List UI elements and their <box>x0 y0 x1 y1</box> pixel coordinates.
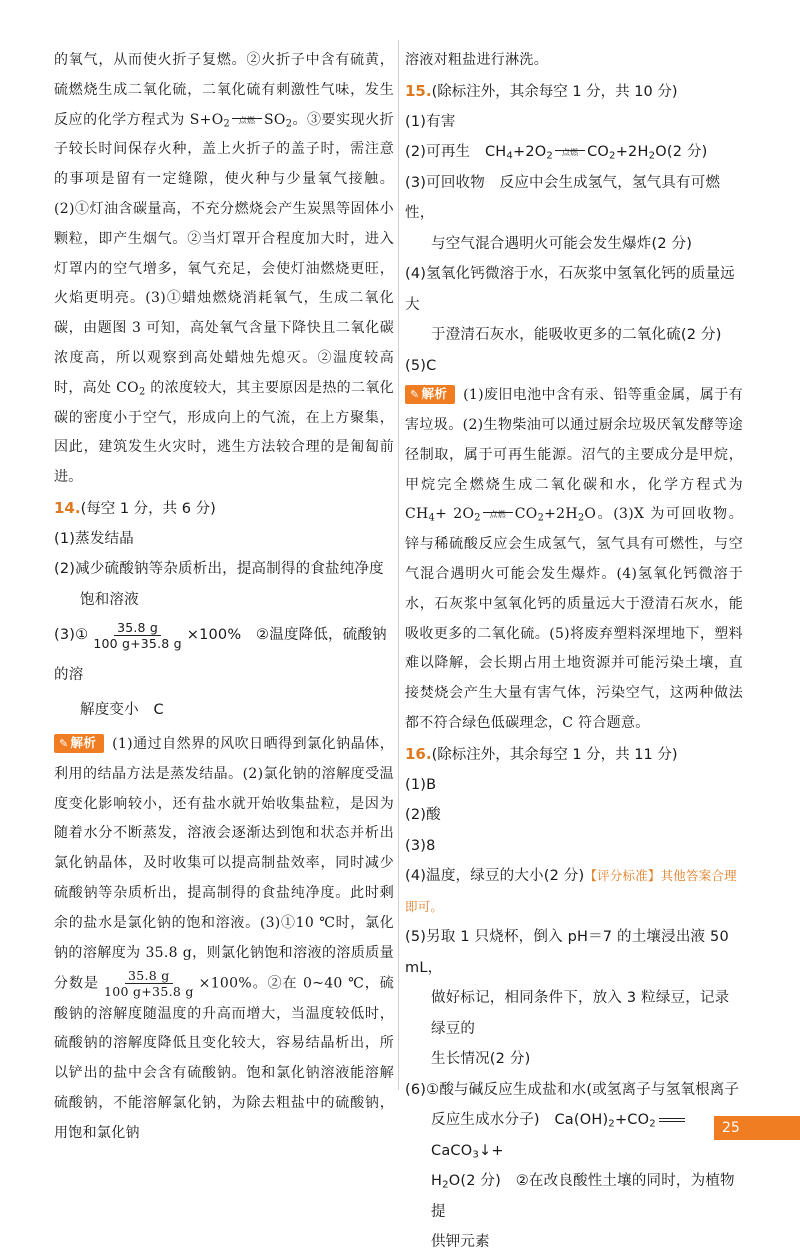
q13-explanation-continued: 的氧气，从而使火折子复燃。②火折子中含有硫黄，硫燃烧生成二氧化硫，二氧化硫有刺激性气味，发生反应的化学方程式为 $S+O_2$ 点燃 $SO_2$。③要实现火折子较长时间保存火种，盖上火折子的盖子时，需注意的事项是留有一定缝隙，使火种与少量氧气接触。(2)①灯油含碳量高，不充分燃烧会产生炭黑等固体小颗粒，即产生烟气。②当灯罩开合程度加大时，进入灯罩内的空气增多，氧气充足，会使灯油燃烧更旺，火焰更明亮。(3)①蜡烛燃烧消耗氧气，生成二氧化碳，由题图 3 可知，高处氧气含量下降快且二氧化碳浓度高，所以观察到高处蜡烛先熄灭。②温度较高时，高处 $CO_2$ 的浓度较大，其主要原因是热的二氧化碳的密度小于空气，形成向上的气流，在上方聚集，因此，建筑发生火灾时，逃生方法较合理的是匍匐前进。 <box>54 52 394 486</box>
right-column <box>405 46 743 1258</box>
q14-answers: (1)蒸发结晶 (2)减少硫酸钠等杂质析出，提高制得的食盐纯净度 饱和溶液 (3)① $\frac{35.8 g}{100 g+35.8 g}$ ×100% ②温度降低，硫酸钠的溶 解度变小 C <box>54 530 387 719</box>
left-column <box>54 46 394 1149</box>
analysis-tag: ✎ 解析 <box>54 734 104 753</box>
q16-header: 16.(除标注外，其余每空 1 分，共 11 分) <box>405 744 678 763</box>
condition-arrow: 点燃 <box>555 155 585 156</box>
pencil-icon: ✎ <box>59 736 69 750</box>
q15-explanation: ✎ 解析 (1)废旧电池中含有汞、铅等重金属，属于有害垃圾。(2)生物柴油可以通过厨余垃圾厌氧发酵等途径制取，属于可再生能源。沼气的主要成分是甲烷，甲烷完全燃烧生成二氧化碳和水，化学方程式为 $CH_4+ 2O_2$ 点燃 $CO_2+2H_2O$。(3)X 为可回收物。锌与稀硫酸反应会生成氢气，氢气具有可燃性，与空气混合遇明火可能会发生爆炸。(4)氢氧化钙微溶于水，石灰浆中氢氧化钙的质量远大于澄清石灰水，能吸收更多的二氧化硫。(5)将废弃塑料深埋地下，塑料难以降解，会长期占用土地资源并可能污染土壤，直接焚烧会产生大量有害气体，污染空气，这两种做法都不符合绿色低碳理念，C 符合题意。 <box>405 386 743 732</box>
page-number: 25 <box>714 1116 800 1140</box>
condition-arrow: 点燃 <box>483 517 513 518</box>
q15-answers: (1)有害 (2)可再生 $CH_4+2O_2$ 点燃 $CO_2+2H_2O(2$ 分) (3)可回收物 反应中会生成氢气，氢气具有可燃性， 与空气混合遇明火可能会发生爆炸(2 分) (4)氢氧化钙微溶于水，石灰浆中氢氧化钙的质量远大 于澄清石灰水，能吸收更多的二氧化硫(2 分) (5)C <box>405 113 735 374</box>
q14-explanation-end: 溶液对粗盐进行淋洗。 <box>405 52 548 68</box>
equals-sign <box>659 1118 685 1122</box>
mass-fraction: $\frac{35.8 g}{100 g+35.8 g}$ <box>103 968 194 1000</box>
q15-header: 15.(除标注外，其余每空 1 分，共 10 分) <box>405 81 678 100</box>
scoring-standard: 【评分标准】其他答案合理即可。 <box>405 868 737 914</box>
mass-fraction: $\frac{35.8 g}{100 g+35.8 g}$ <box>93 619 182 651</box>
pencil-icon: ✎ <box>410 388 420 402</box>
column-divider <box>398 40 399 1090</box>
q14-header: 14.(每空 1 分，共 6 分) <box>54 498 216 517</box>
analysis-tag: ✎ 解析 <box>405 385 455 404</box>
q14-explanation: ✎ 解析 (1)通过自然界的风吹日晒得到氯化钠晶体，利用的结晶方法是蒸发结晶。(2)氯化钠的溶解度受温度变化影响较小，还有盐水就开始收集盐粒，是因为随着水分不断蒸发，溶液会逐渐达到饱和状态并析出氯化钠晶体，及时收集可以提高制盐效率，同时减少硫酸钠等杂质析出，提高制得的食盐纯净度。此时剩余的盐水是氯化钠的饱和溶液。(3)①10 ℃时，氯化钠的溶解度为 35.8 g，则氯化钠饱和溶液的溶质质量分数是 $\frac{35.8 g}{100 g+35.8 g}$ ×100%。②在 0~40 ℃，硫酸钠的溶解度随温度的升高而增大，当温度较低时，硫酸钠的溶解度降低且变化较大，容易结晶析出，所以铲出的盐中会含有硫酸钠。饱和氯化钠溶液能溶解硫酸钠，不能溶解氯化钠，为除去粗盐中的硫酸钠，用饱和氯化钠 <box>54 734 394 1141</box>
q16-answers: (1)B (2)酸 (3)8 (4)温度，绿豆的大小(2 分)【评分标准】其他答案合理即可。 (5)另取 1 只烧杯，倒入 pH＝7 的土壤浸出液 50 mL， 做好标记，相同条件下，放入 3 粒绿豆，记录绿豆的 生长情况(2 分) (6)①酸与碱反应生成盐和水(或氢离子与氢氧根离子 反应生成水分子) $Ca(OH)_2+CO_2CaCO_3↓+$ $H_2O(2$ 分) ②在改良酸性土壤的同时，为植物提 供钾元素 <box>405 776 740 1251</box>
condition-arrow: 点燃 <box>232 123 262 124</box>
